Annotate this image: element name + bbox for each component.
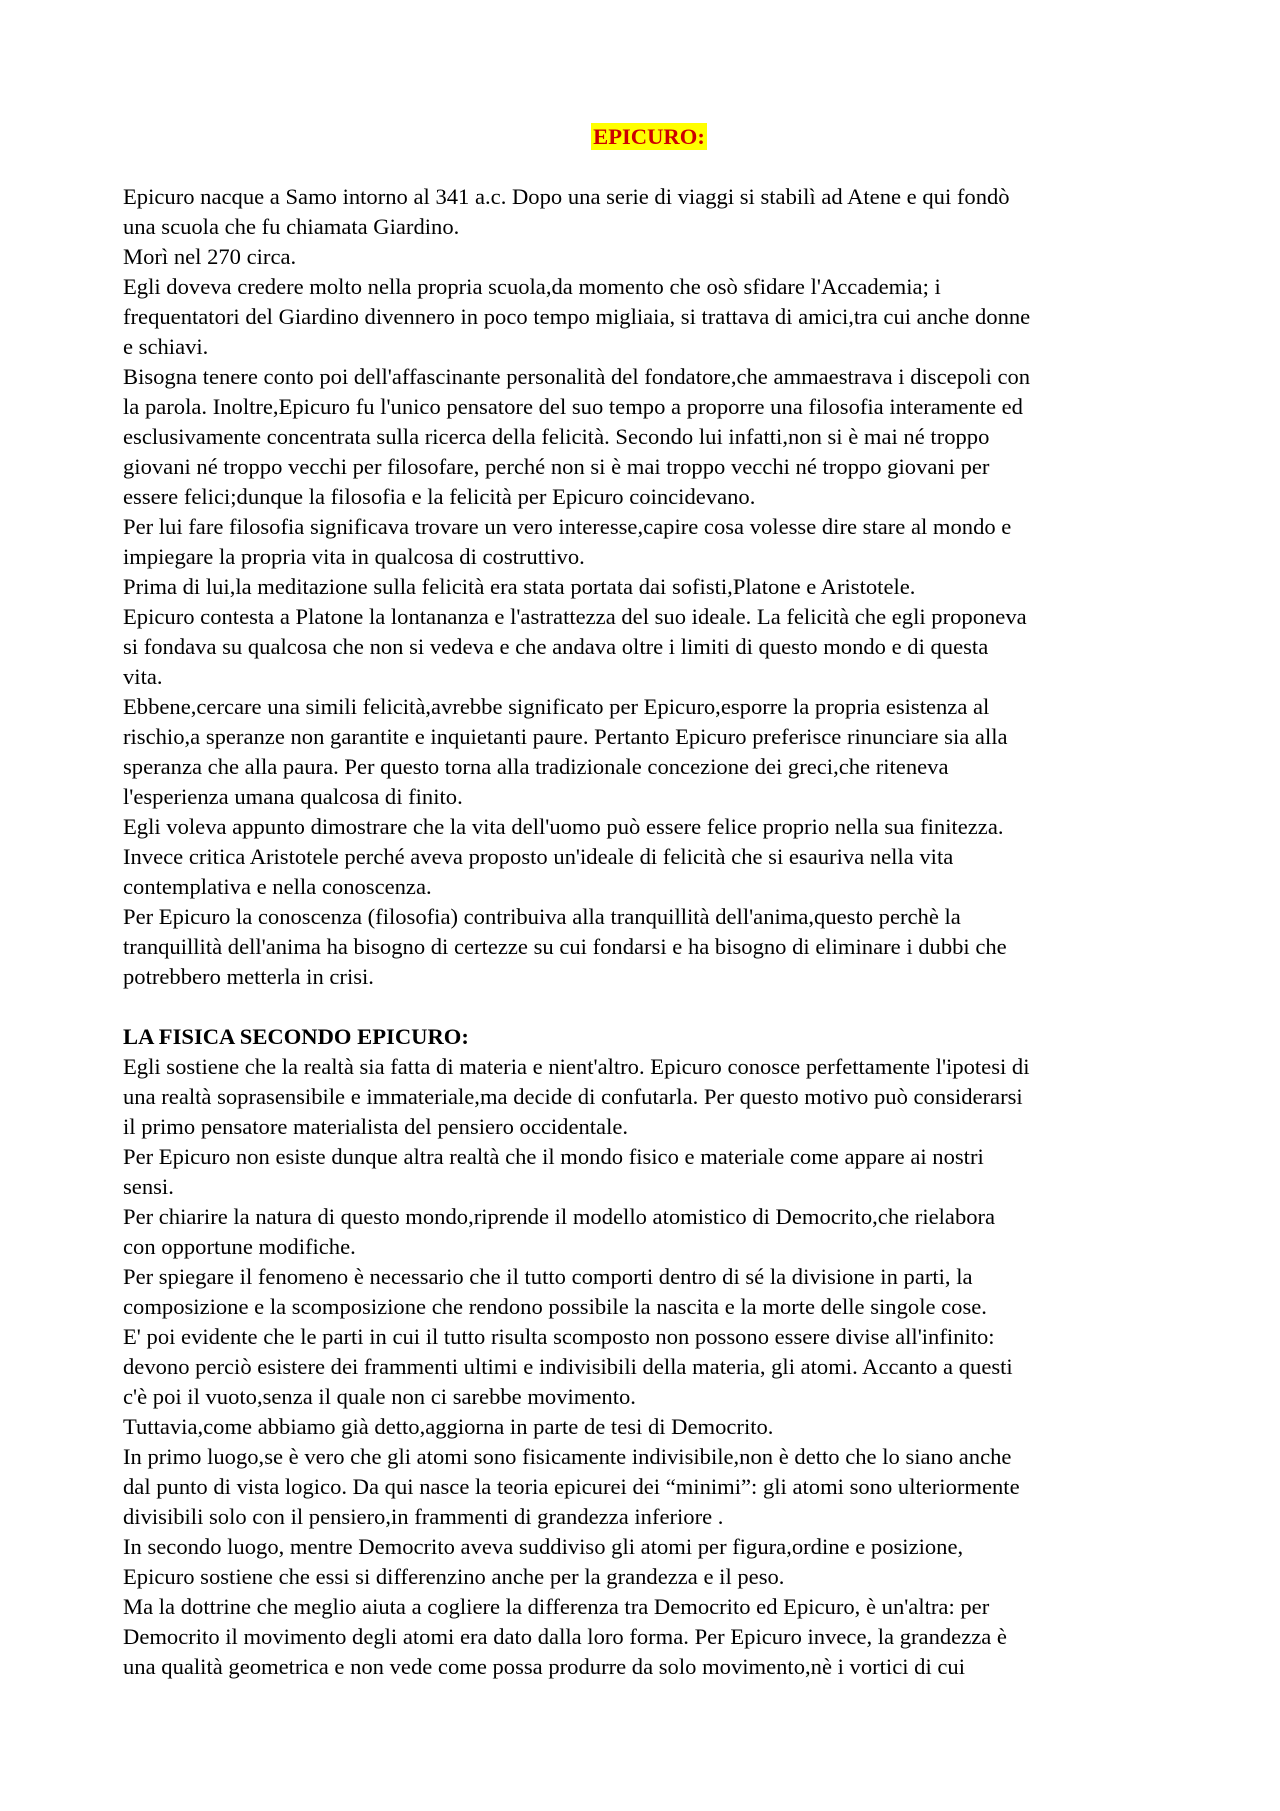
text-line: Ma la dottrine che meglio aiuta a cogliere la differenza tra Democrito ed Epicuro, è un'altra: per: [123, 1594, 990, 1619]
text-line: essere felici;dunque la filosofia e la felicità per Epicuro coincidevano.: [123, 484, 756, 509]
text-line: devono perciò esistere dei frammenti ultimi e indivisibili della materia, gli atomi. Accanto a questi: [123, 1354, 1013, 1379]
text-line: la parola. Inoltre,Epicuro fu l'unico pensatore del suo tempo a proporre una filosofia interamente ed: [123, 394, 1023, 419]
text-line: con opportune modifiche.: [123, 1234, 356, 1259]
title-row: [123, 122, 1175, 152]
text-line: Morì nel 270 circa.: [123, 244, 297, 269]
text-line: l'esperienza umana qualcosa di finito.: [123, 784, 463, 809]
text-line: Epicuro nacque a Samo intorno al 341 a.c. Dopo una serie di viaggi si stabilì ad Atene e qui fondò: [123, 184, 1010, 209]
text-line: Prima di lui,la meditazione sulla felicità era stata portata dai sofisti,Platone e Aristotele.: [123, 574, 916, 599]
text-line: frequentatori del Giardino divennero in poco tempo migliaia, si trattava di amici,tra cui anche donne: [123, 304, 1031, 329]
text-line: Epicuro sostiene che essi si differenzino anche per la grandezza e il peso.: [123, 1564, 785, 1589]
text-line: Per spiegare il fenomeno è necessario che il tutto comporti dentro di sé la divisione in parti, la: [123, 1264, 973, 1289]
text-line: Per Epicuro non esiste dunque altra realtà che il mondo fisico e materiale come appare ai nostri: [123, 1144, 984, 1169]
text-line: una scuola che fu chiamata Giardino.: [123, 214, 460, 239]
intro-paragraph: [123, 182, 1175, 992]
text-line: speranza che alla paura. Per questo torna alla tradizionale concezione dei greci,che riteneva: [123, 754, 949, 779]
text-line: Egli voleva appunto dimostrare che la vita dell'uomo può essere felice proprio nella sua finitezza.: [123, 814, 1004, 839]
section-heading: LA FISICA SECONDO EPICURO:: [123, 1024, 469, 1049]
text-line: Per Epicuro la conoscenza (filosofia) contribuiva alla tranquillità dell'anima,questo perchè la: [123, 904, 961, 929]
text-line: Democrito il movimento degli atomi era dato dalla loro forma. Per Epicuro invece, la grandezza è: [123, 1624, 1007, 1649]
text-line: E' poi evidente che le parti in cui il tutto risulta scomposto non possono essere divise all'infinito:: [123, 1324, 995, 1349]
text-line: Egli doveva credere molto nella propria scuola,da momento che osò sfidare l'Accademia; i: [123, 274, 941, 299]
text-line: dal punto di vista logico. Da qui nasce la teoria epicurei dei “minimi”: gli atomi sono ulteriormente: [123, 1474, 1020, 1499]
text-line: In secondo luogo, mentre Democrito aveva suddiviso gli atomi per figura,ordine e posizione,: [123, 1534, 964, 1559]
text-line: impiegare la propria vita in qualcosa di costruttivo.: [123, 544, 585, 569]
text-line: Bisogna tenere conto poi dell'affascinante personalità del fondatore,che ammaestrava i discepoli con: [123, 364, 1031, 389]
text-line: Per lui fare filosofia significava trovare un vero interesse,capire cosa volesse dire stare al mondo e: [123, 514, 1012, 539]
text-line: Per chiarire la natura di questo mondo,riprende il modello atomistico di Democrito,che rielabora: [123, 1204, 996, 1229]
text-line: si fondava su qualcosa che non si vedeva e che andava oltre i limiti di questo mondo e di questa: [123, 634, 989, 659]
text-line: Ebbene,cercare una simili felicità,avrebbe significato per Epicuro,esporre la propria esistenza al: [123, 694, 990, 719]
document-body: [123, 122, 1175, 1682]
text-line: potrebbero metterla in crisi.: [123, 964, 374, 989]
document-title: EPICURO:: [593, 124, 705, 149]
text-line: esclusivamente concentrata sulla ricerca della felicità. Secondo lui infatti,non si è mai né troppo: [123, 424, 990, 449]
text-line: Tuttavia,come abbiamo già detto,aggiorna in parte de tesi di Democrito.: [123, 1414, 774, 1439]
text-line: composizione e la scomposizione che rendono possibile la nascita e la morte delle singole cose.: [123, 1294, 987, 1319]
text-line: il primo pensatore materialista del pensiero occidentale.: [123, 1114, 629, 1139]
section-spacer: [123, 992, 1175, 1022]
text-line: Epicuro contesta a Platone la lontananza e l'astrattezza del suo ideale. La felicità che egli proponeva: [123, 604, 1027, 629]
text-line: tranquillità dell'anima ha bisogno di certezze su cui fondarsi e ha bisogno di eliminare i dubbi che: [123, 934, 1007, 959]
text-line: Egli sostiene che la realtà sia fatta di materia e nient'altro. Epicuro conosce perfettamente l'ipotesi di: [123, 1054, 1030, 1079]
text-line: una realtà soprasensibile e immateriale,ma decide di confutarla. Per questo motivo può considerarsi: [123, 1084, 1023, 1109]
text-line: e schiavi.: [123, 334, 209, 359]
text-line: contemplativa e nella conoscenza.: [123, 874, 432, 899]
text-line: c'è poi il vuoto,senza il quale non ci sarebbe movimento.: [123, 1384, 636, 1409]
text-line: sensi.: [123, 1174, 174, 1199]
text-line: Invece critica Aristotele perché aveva proposto un'ideale di felicità che si esauriva nella vita: [123, 844, 954, 869]
text-line: rischio,a speranze non garantite e inquietanti paure. Pertanto Epicuro preferisce rinunciare sia alla: [123, 724, 1008, 749]
text-line: vita.: [123, 664, 163, 689]
text-line: una qualità geometrica e non vede come possa produrre da solo movimento,nè i vortici di cui: [123, 1654, 965, 1679]
section-paragraph: [123, 1052, 1175, 1682]
text-line: In primo luogo,se è vero che gli atomi sono fisicamente indivisibile,non è detto che lo siano anche: [123, 1444, 1012, 1469]
text-line: giovani né troppo vecchi per filosofare, perché non si è mai troppo vecchi né troppo giovani per: [123, 454, 990, 479]
text-line: divisibili solo con il pensiero,in frammenti di grandezza inferiore .: [123, 1504, 724, 1529]
